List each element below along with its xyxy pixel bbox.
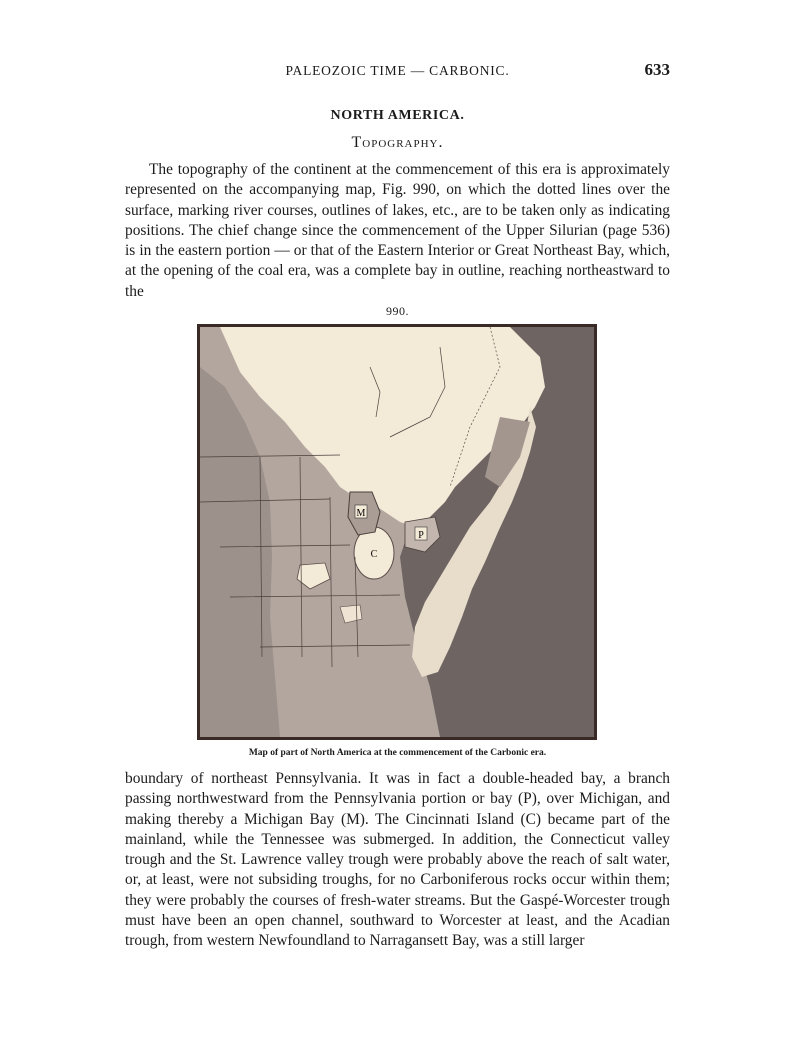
paragraph-topography [125, 160, 670, 302]
section-title: NORTH AMERICA. [330, 108, 465, 123]
paragraph-text-1: The topography of the continent at the commencement of this era is approximately represented on the accompanying map, Fig. 990, on which the dotted lines over the surface, marking river courses, outlines of lakes, etc., are to be taken only as indicating positions. The chief change since the commencement of the Upper Silurian (page 536) is in the eastern portion — or that of the Eastern Interior or Great Northeast Bay, which, at the opening of the coal era, was a complete bay in outline, reaching northeastward to the [125, 161, 670, 300]
paragraph-text-2: boundary of northeast Pennsylvania. It was in fact a double-headed bay, a branch passing northwestward from the Pennsylvania portion or bay (P), over Michigan, and making thereby a Michigan Bay (M). The Cincinnati Island (C) became part of the mainland, while the Tennessee was submerged. In addition, the Connecticut valley trough and the St. Lawrence valley trough were probably above the reach of salt water, or, at least, were not subsiding troughs, for no Carboniferous rocks occur within them; they were probably the courses of fresh-water streams. But the Gaspé-Worcester trough must have been an open channel, southward to Worcester at least, and the Acadian trough, from western Newfoundland to Narragansett Bay, was a still larger [125, 770, 670, 950]
pennsylvania-bay-label: P [418, 530, 424, 541]
figure-caption: Map of part of North America at the commencement of the Carbonic era. [248, 748, 547, 758]
subsection-title: Topography. [351, 134, 444, 151]
north-america-map-illustration [200, 327, 594, 737]
michigan-bay-label: M [356, 508, 366, 519]
figure-map [197, 324, 597, 740]
page-number: 633 [644, 60, 670, 79]
figure-number: 990. [386, 304, 409, 318]
running-head [125, 60, 670, 82]
cincinnati-island-label: C [370, 549, 378, 560]
running-title: PALEOZOIC TIME — CARBONIC. [285, 63, 510, 78]
paragraph-continued [125, 769, 670, 952]
